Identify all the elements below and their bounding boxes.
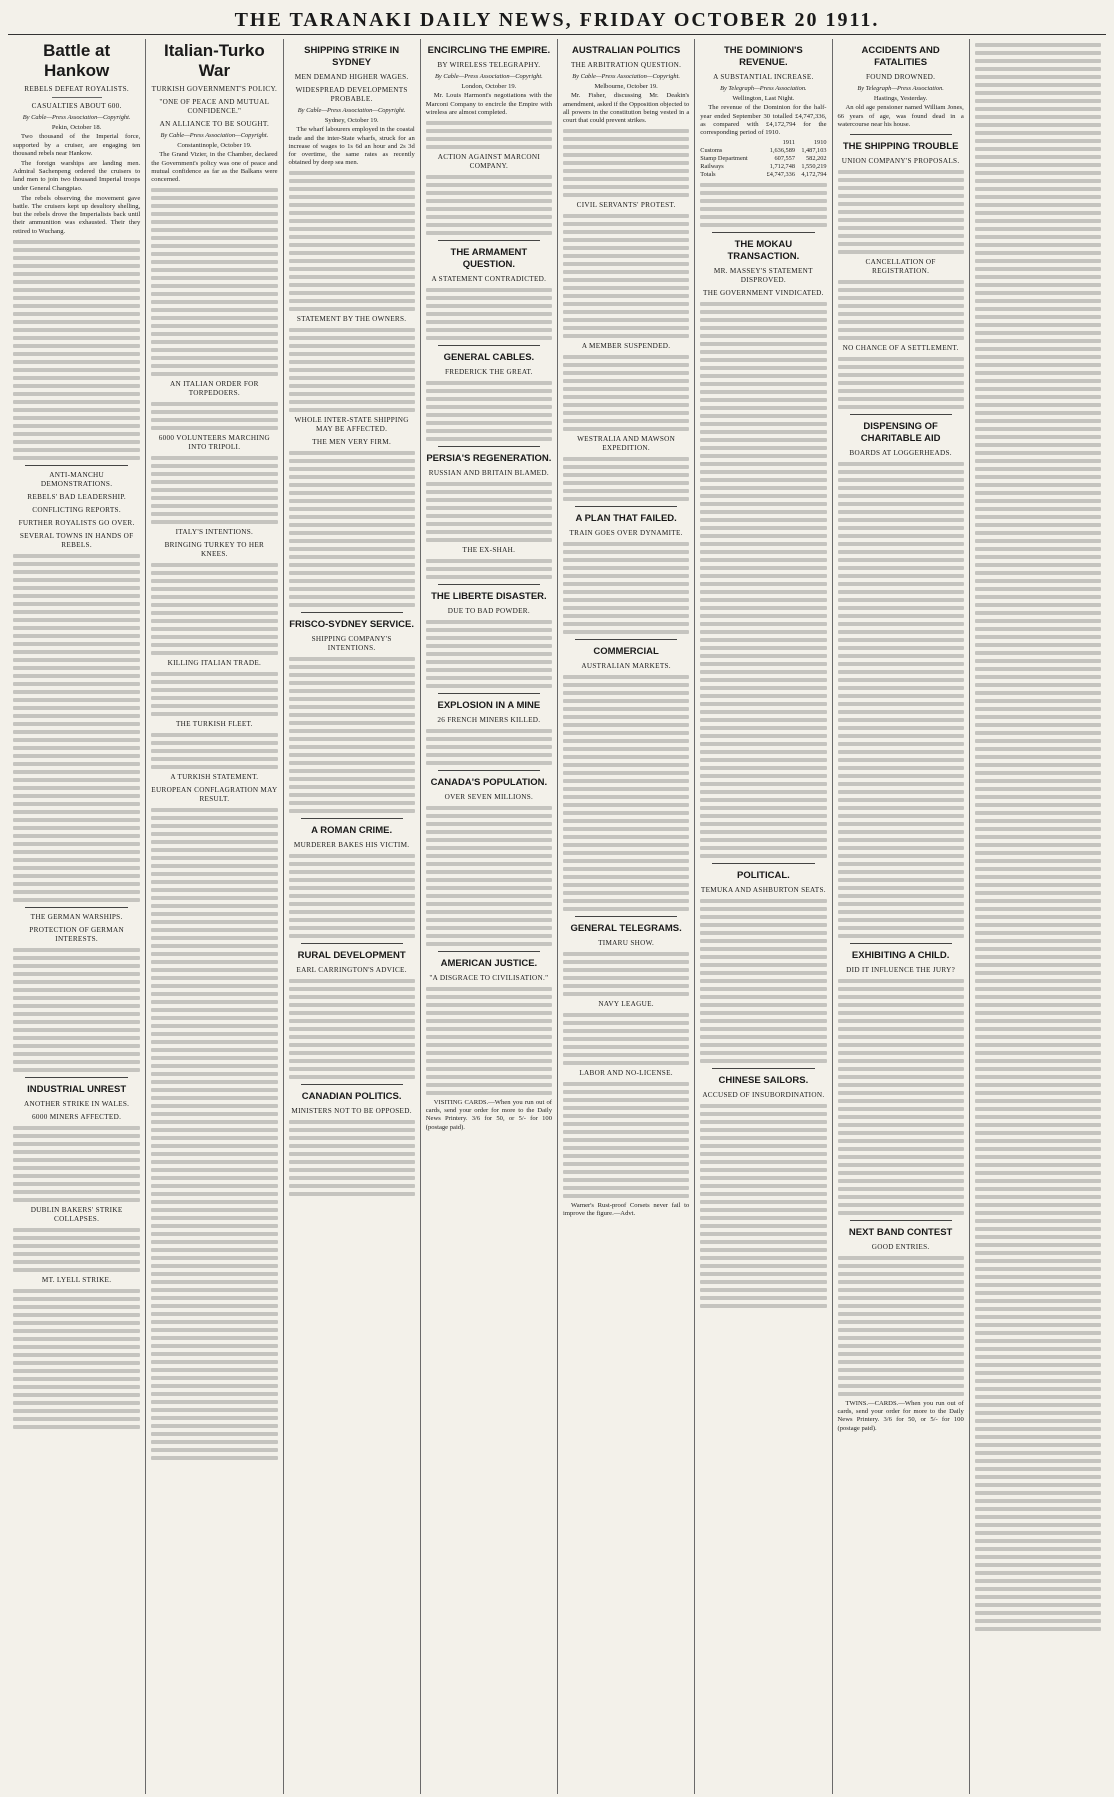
article-body-text <box>426 559 552 579</box>
article-body-text <box>838 357 964 409</box>
headline-exhibiting-a-child: EXHIBITING A CHILD. <box>851 950 950 962</box>
subhead: NAVY LEAGUE. <box>598 1000 654 1009</box>
subhead: CIVIL SERVANTS' PROTEST. <box>576 201 676 210</box>
subhead: 26 FRENCH MINERS KILLED. <box>437 716 541 725</box>
subhead: REBELS DEFEAT ROYALISTS. <box>24 85 129 93</box>
article-body-text <box>426 121 552 149</box>
subhead: WHOLE INTER-STATE SHIPPING MAY BE AFFECTED. <box>294 416 409 434</box>
subhead: MT. LYELL STRIKE. <box>41 1275 112 1284</box>
column-6 <box>694 39 831 1794</box>
dateline: Sydney, October 19. <box>324 117 379 125</box>
subhead: ITALY'S INTENTIONS. <box>175 528 254 537</box>
article-body-text <box>13 1228 140 1272</box>
divider <box>438 693 540 694</box>
subhead: A MEMBER SUSPENDED. <box>581 342 671 351</box>
article-body-text <box>426 288 552 340</box>
subhead: CANCELLATION OF REGISTRATION. <box>865 258 936 276</box>
article-body-text <box>563 952 689 996</box>
table-cell: Stamp Department <box>700 155 748 163</box>
subhead: "ONE OF PEACE AND MUTUAL CONFIDENCE." <box>159 98 270 115</box>
subhead: THE GOVERNMENT VINDICATED. <box>703 289 824 298</box>
article-paragraph: The revenue of the Dominion for the half-year ended September 30 totalled £4,747,336, as compared with £4,172,794 for the corresponding period of 1910. <box>700 104 827 137</box>
masthead: THE TARANAKI DAILY NEWS, FRIDAY OCTOBER 20 1911. <box>8 6 1106 35</box>
article-body-text <box>426 987 552 1095</box>
column-3 <box>283 39 420 1794</box>
headline-canadian-politics: CANADIAN POLITICS. <box>301 1091 402 1103</box>
headline-mokau-transaction: THE MOKAU TRANSACTION. <box>727 239 800 263</box>
subhead: AUSTRALIAN MARKETS. <box>581 662 671 671</box>
article-body-text <box>151 402 277 430</box>
subhead: LABOR AND NO-LICENSE. <box>579 1069 673 1078</box>
table-cell: Totals <box>700 171 716 179</box>
subhead: FREDERICK THE GREAT. <box>444 368 533 377</box>
article-body-text <box>563 129 689 197</box>
subhead: BRINGING TURKEY TO HER KNEES. <box>164 541 265 559</box>
article-paragraph: An old age pensioner named William Jones, 66 years of age, was found dead in a watercourse near his house. <box>837 104 964 128</box>
article-body-text <box>838 462 964 938</box>
divider <box>25 1077 128 1078</box>
article-paragraph: Two thousand of the Imperial force, supported by a cruiser, are engaging ten thousand rebels near Hankow. <box>13 133 141 157</box>
credit-line: By Telegraph—Press Association. <box>857 85 944 92</box>
article-body-text <box>563 1082 689 1198</box>
headline-next-band-contest: NEXT BAND CONTEST <box>848 1227 953 1239</box>
credit-line: By Telegraph—Press Association. <box>720 85 807 92</box>
divider <box>438 951 540 952</box>
subhead: KILLING ITALIAN TRADE. <box>167 659 262 668</box>
table-row <box>700 171 826 179</box>
subhead: AN ALLIANCE TO BE SOUGHT. <box>159 120 270 128</box>
divider <box>52 97 102 98</box>
subhead: DUBLIN BAKERS' STRIKE COLLAPSES. <box>30 1205 123 1223</box>
headline-frisco-sydney-service: FRISCO-SYDNEY SERVICE. <box>289 619 414 631</box>
subhead: WESTRALIA AND MAWSON EXPEDITION. <box>577 435 676 453</box>
headline-explosion-in-mine: EXPLOSION IN A MINE <box>437 700 541 712</box>
headline-roman-crime: A ROMAN CRIME. <box>311 825 393 837</box>
article-body-text <box>289 328 415 412</box>
divider <box>712 863 814 864</box>
column-2 <box>145 39 282 1794</box>
article-body-text <box>289 657 415 813</box>
subhead: ACCUSED OF INSUBORDINATION. <box>702 1091 825 1100</box>
article-body-text <box>426 175 552 235</box>
headline-canadas-population: CANADA'S POPULATION. <box>430 777 548 789</box>
divider <box>438 345 540 346</box>
credit-line: By Cable—Press Association—Copyright. <box>434 73 543 80</box>
headline-american-justice: AMERICAN JUSTICE. <box>440 958 538 970</box>
subhead: TURKISH GOVERNMENT'S POLICY. <box>151 85 278 93</box>
subhead: 6000 MINERS AFFECTED. <box>32 1112 122 1121</box>
article-body-text <box>426 620 552 688</box>
headline-italian-turko-war: Italian-Turko War <box>164 41 265 80</box>
headline-general-cables: GENERAL CABLES. <box>443 352 535 364</box>
subhead: GOOD ENTRIES. <box>871 1243 930 1252</box>
credit-line: By Cable—Press Association—Copyright. <box>572 73 680 80</box>
divider <box>850 134 952 135</box>
article-body-text <box>289 171 415 311</box>
table-cell: 1,487,103 <box>801 147 827 155</box>
subhead: PROTECTION OF GERMAN INTERESTS. <box>29 925 124 943</box>
article-body-text <box>426 729 552 765</box>
credit-line: By Cable—Press Association—Copyright. <box>160 132 269 139</box>
subhead: THE MEN VERY FIRM. <box>312 438 392 447</box>
article-body-text <box>151 188 277 376</box>
subhead: DID IT INFLUENCE THE JURY? <box>846 966 956 975</box>
subhead: THE ARBITRATION QUESTION. <box>570 61 682 69</box>
article-body-text <box>13 1126 140 1202</box>
table-header-row <box>700 139 826 147</box>
article-body-text <box>700 899 826 1063</box>
credit-line: By Cable—Press Association—Copyright. <box>22 114 131 121</box>
subhead: FOUND DROWNED. <box>865 73 936 81</box>
headline-rural-development: RURAL DEVELOPMENT <box>297 950 406 962</box>
article-body-text <box>151 563 277 655</box>
table-header-cell: 1911 <box>782 139 795 147</box>
article-body-text <box>13 948 140 1072</box>
subhead: CONFLICTING REPORTS. <box>32 505 121 514</box>
headline-accidents-and-fatalities: ACCIDENTS AND FATALITIES <box>861 45 940 68</box>
credit-line: By Cable—Press Association—Copyright. <box>297 107 406 114</box>
divider <box>438 770 540 771</box>
article-body-text <box>151 733 277 769</box>
table-header-cell: 1910 <box>813 139 827 147</box>
table-row <box>700 155 826 163</box>
headline-shipping-strike: SHIPPING STRIKE IN SYDNEY <box>304 45 400 68</box>
divider <box>301 818 403 819</box>
dateline: Hastings, Yesterday. <box>873 95 928 103</box>
divider <box>25 465 128 466</box>
article-paragraph: Mr. Louis Harmont's negotiations with the Marconi Company to encircle the Empire with wireless are almost completed. <box>425 92 552 116</box>
article-body-text <box>151 456 277 524</box>
headline-plan-that-failed: A PLAN THAT FAILED. <box>575 513 677 525</box>
headline-political: POLITICAL. <box>736 870 790 882</box>
divider <box>850 414 952 415</box>
column-1 <box>8 39 145 1794</box>
divider <box>438 446 540 447</box>
divider <box>850 943 952 944</box>
headline-encircling-the-empire: ENCIRCLING THE EMPIRE. <box>427 45 551 56</box>
article-body-text <box>289 854 415 938</box>
subhead: RUSSIAN AND BRITAIN BLAMED. <box>428 469 549 478</box>
subhead: SEVERAL TOWNS IN HANDS OF REBELS. <box>19 531 134 549</box>
subhead: MINISTERS NOT TO BE OPPOSED. <box>291 1107 412 1116</box>
divider <box>575 916 677 917</box>
subhead: UNION COMPANY'S PROPOSALS. <box>841 157 960 166</box>
article-body-text <box>975 43 1101 1631</box>
revenue-table <box>700 139 826 179</box>
advertisement: Warner's Rust-proof Corsets never fail to improve the figure.—Advt. <box>563 1202 690 1218</box>
divider <box>850 1220 952 1221</box>
article-body-text <box>700 302 826 858</box>
subhead: TEMUKA AND ASHBURTON SEATS. <box>700 886 826 895</box>
subhead: ANOTHER STRIKE IN WALES. <box>23 1099 130 1108</box>
article-body-text <box>563 1013 689 1065</box>
article-body-text <box>151 672 277 716</box>
subhead: A SUBSTANTIAL INCREASE. <box>713 73 814 81</box>
article-body-text <box>563 675 689 911</box>
article-body-text <box>838 979 964 1215</box>
table-cell: 1,712,748 <box>769 163 795 171</box>
article-body-text <box>838 1256 964 1396</box>
column-4 <box>420 39 557 1794</box>
dateline: Pekin, October 18. <box>51 124 102 132</box>
article-body-text <box>563 542 689 634</box>
subhead: SHIPPING COMPANY'S INTENTIONS. <box>311 635 392 653</box>
article-paragraph: Mr. Fisher, discussing Mr. Deakin's amendment, asked if the Opposition objected to all powers in the constitution being vested in a court that could prevent strikes. <box>563 92 690 125</box>
article-body-text <box>563 214 689 338</box>
divider <box>575 639 677 640</box>
subhead: DUE TO BAD POWDER. <box>447 607 530 616</box>
article-body-text <box>838 170 964 254</box>
article-body-text <box>426 482 552 542</box>
headline-liberte-disaster: THE LIBERTE DISASTER. <box>431 591 547 603</box>
divider <box>712 232 814 233</box>
dateline: Constantinople, October 19. <box>177 142 252 150</box>
subhead: THE TURKISH FLEET. <box>175 720 253 729</box>
article-body-text <box>13 1289 140 1429</box>
table-cell: Railways <box>700 163 724 171</box>
table-row <box>700 163 826 171</box>
article-body-text <box>700 1104 826 1308</box>
article-body-text <box>151 808 277 1460</box>
article-body-text <box>289 1120 415 1196</box>
article-body-text <box>563 355 689 431</box>
table-cell: 1,550,219 <box>801 163 827 171</box>
divider <box>301 1084 403 1085</box>
subhead: ANTI-MANCHU DEMONSTRATIONS. <box>40 470 113 488</box>
subhead: EARL CARRINGTON'S ADVICE. <box>296 966 407 975</box>
subhead: STATEMENT BY THE OWNERS. <box>296 315 407 324</box>
subhead: TIMARU SHOW. <box>598 939 655 948</box>
article-body-text <box>700 183 826 227</box>
article-paragraph: The wharf labourers employed in the coastal trade and the inter-State wharfs, struck for an increase of wages to 1s 6d an hour and 2s 3d for overtime, the same rates as recently obtained by deep sea men. <box>288 126 415 167</box>
divider <box>438 240 540 241</box>
subhead: EUROPEAN CONFLAGRATION MAY RESULT. <box>151 786 278 804</box>
subhead: BOARDS AT LOGGERHEADS. <box>849 449 952 458</box>
article-body-text <box>838 280 964 340</box>
table-cell: Customs <box>700 147 723 155</box>
table-cell: 582,202 <box>806 155 827 163</box>
dateline: Wellington, Last Night. <box>732 95 795 103</box>
subhead: FURTHER ROYALISTS GO OVER. <box>18 518 135 527</box>
subhead: TRAIN GOES OVER DYNAMITE. <box>569 529 683 538</box>
headline-persias-regeneration: PERSIA'S REGENERATION. <box>426 453 552 465</box>
subhead: REBELS' BAD LEADERSHIP. <box>27 492 126 501</box>
column-5 <box>557 39 694 1794</box>
subhead: CASUALTIES ABOUT 600. <box>31 102 122 110</box>
article-paragraph: The foreign warships are landing men. Admiral Sachenpeng ordered the cruisers to land men to join two thousand Imperial troops under General Changpiao. <box>13 160 141 192</box>
table-cell: £4,747,336 <box>766 171 795 179</box>
table-cell: 607,557 <box>774 155 795 163</box>
article-body-text <box>289 451 415 607</box>
headline-industrial-unrest: INDUSTRIAL UNREST <box>27 1083 127 1095</box>
headline-commercial: COMMERCIAL <box>593 646 659 658</box>
subhead: WIDESPREAD DEVELOPMENTS PROBABLE. <box>295 86 408 103</box>
headline-dispensing-charitable-aid: DISPENSING OF CHARITABLE AID <box>860 421 941 445</box>
divider <box>438 584 540 585</box>
table-cell: 1,636,589 <box>769 147 795 155</box>
subhead: OVER SEVEN MILLIONS. <box>444 793 534 802</box>
divider <box>575 506 677 507</box>
headline-battle-at-hankow: Battle at Hankow <box>43 41 111 80</box>
headline-chinese-sailors: CHINESE SAILORS. <box>718 1075 809 1087</box>
divider <box>301 612 403 613</box>
subhead: BY WIRELESS TELEGRAPHY. <box>437 61 541 69</box>
table-header-cell <box>700 139 759 147</box>
headline-dominions-revenue: THE DOMINION'S REVENUE. <box>723 45 803 68</box>
article-body-text <box>426 806 552 946</box>
column-8 <box>969 39 1106 1794</box>
subhead: AN ITALIAN ORDER FOR TORPEDOERS. <box>170 380 259 398</box>
article-body-text <box>13 240 140 460</box>
subhead: A TURKISH STATEMENT. <box>170 773 259 782</box>
subhead: A STATEMENT CONTRADICTED. <box>431 275 547 284</box>
advertisement: VISITING CARDS.—When you run out of cards, send your order for more to the Daily News Printery. 3/6 for 50, or 5/- for 100 (postage paid). <box>425 1099 552 1131</box>
headline-shipping-trouble: THE SHIPPING TROUBLE <box>842 141 959 153</box>
columns-grid <box>8 39 1106 1794</box>
article-body-text <box>13 554 140 902</box>
table-cell: 4,172,794 <box>801 171 827 179</box>
subhead: NO CHANCE OF A SETTLEMENT. <box>842 344 959 353</box>
table-row <box>700 147 826 155</box>
article-paragraph: The rebels observing the movement gave battle. The cruisers kept up desultory shelling, but the rebels drove the Imperialists back until their ammunition was exhausted. Their they retired to Wuchang. <box>13 194 141 235</box>
article-body-text <box>426 381 552 441</box>
dateline: Melbourne, October 19. <box>594 83 658 91</box>
subhead: MEN DEMAND HIGHER WAGES. <box>294 73 409 81</box>
dateline: London, October 19. <box>461 83 517 91</box>
subhead: MR. MASSEY'S STATEMENT DISPROVED. <box>713 267 813 285</box>
subhead: ACTION AGAINST MARCONI COMPANY. <box>437 153 541 171</box>
subhead: 6000 VOLUNTEERS MARCHING INTO TRIPOLI. <box>158 434 271 452</box>
headline-armament-question: THE ARMAMENT QUESTION. <box>450 247 528 271</box>
article-body-text <box>563 457 689 501</box>
column-7 <box>832 39 969 1794</box>
headline-general-telegrams: GENERAL TELEGRAMS. <box>570 923 682 935</box>
subhead: "A DISGRACE TO CIVILISATION." <box>429 974 549 983</box>
divider <box>712 1068 814 1069</box>
subhead: MURDERER BAKES HIS VICTIM. <box>293 841 410 850</box>
advertisement: TWINS.—CARDS.—When you run out of cards, send your order for more to the Daily News Printery. 3/6 for 50, or 5/- for 100 (postage paid). <box>837 1400 964 1432</box>
divider <box>301 943 403 944</box>
article-body-text <box>289 979 415 1079</box>
subhead: THE EX-SHAH. <box>462 546 516 555</box>
subhead: THE GERMAN WARSHIPS. <box>30 912 123 921</box>
article-paragraph: The Grand Vizier, in the Chamber, declared the Government's policy was one of peace and mutual confidence as far as the Balkans were concerned. <box>151 151 278 184</box>
divider <box>25 907 128 908</box>
headline-australian-politics: AUSTRALIAN POLITICS <box>572 45 681 56</box>
